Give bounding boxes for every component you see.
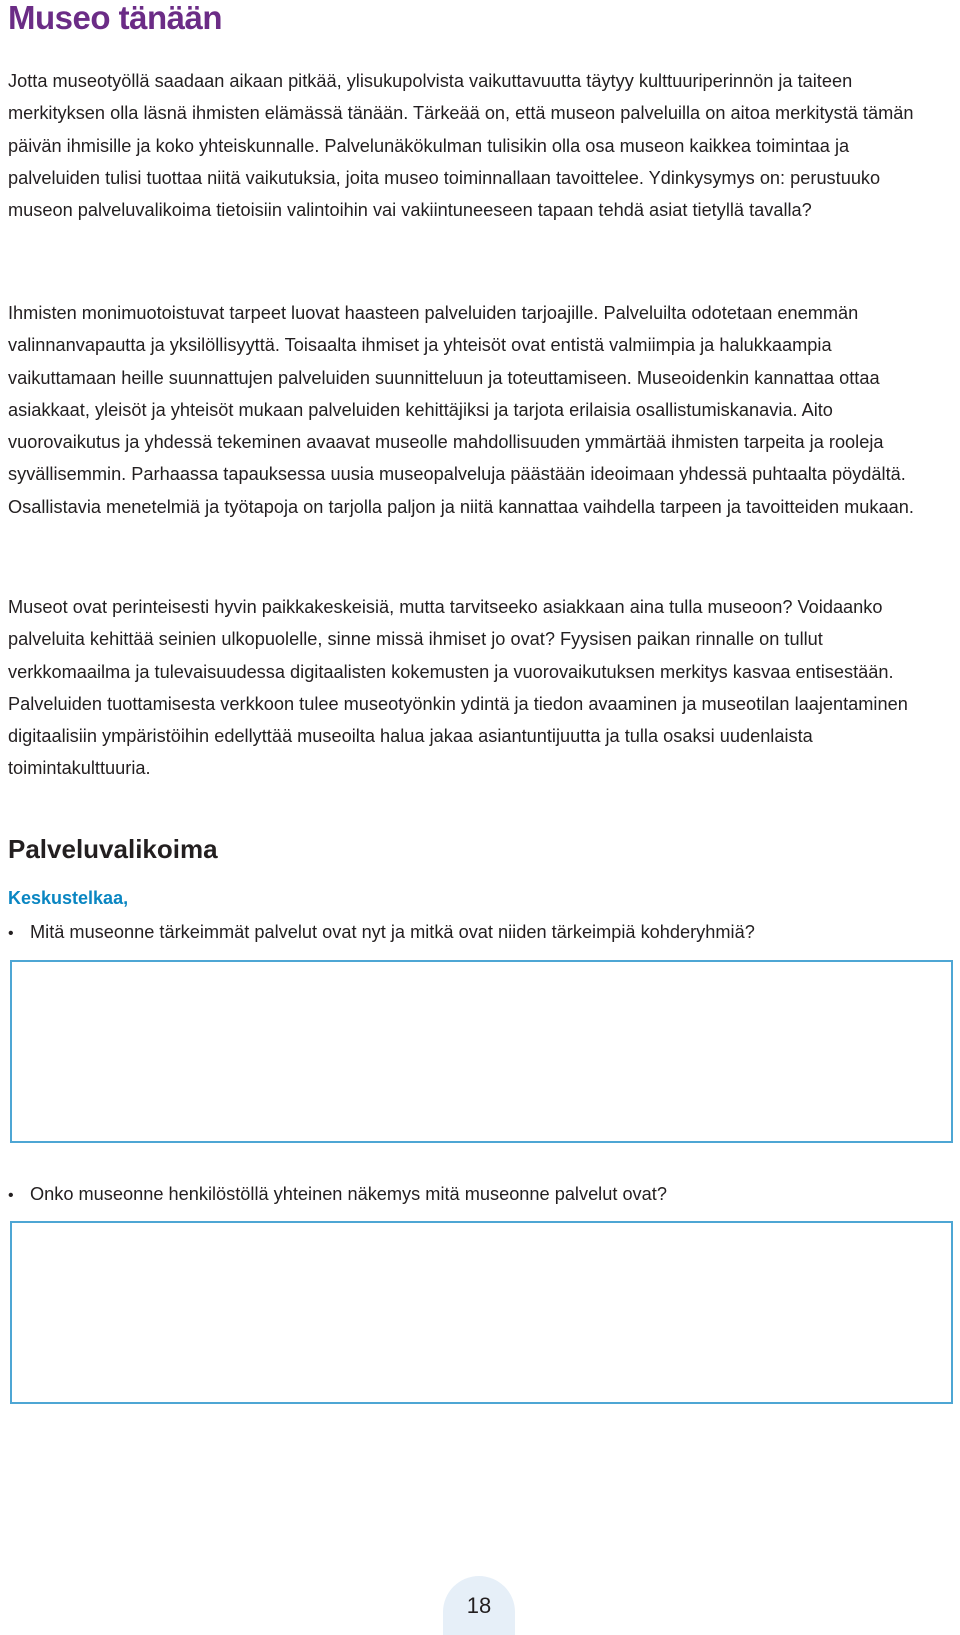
discuss-label: Keskustelkaa, — [8, 888, 129, 908]
answer-box[interactable] — [10, 1221, 953, 1404]
question-item — [8, 1181, 944, 1209]
question-item — [8, 919, 944, 947]
intro-paragraph: Jotta museotyöllä saadaan aikaan pitkää, ylisukupolvista vaikuttavuutta täytyy kulttuuriperinnön ja taiteen merkityksen olla läsnä ihmisten elämässä tänään. Tärkeää on, että museon palveluilla on aitoa merkitystä tämän päivän ihmisille ja koko yhteiskunnalle. Palvelunäkökulman tulisikin olla osa museon kaikkea toimintaa ja palveluiden tulisi tuottaa niitä vaikutuksia, joita museo toiminnallaan tavoittelee. Ydinkysymys on: perustuuko museon palveluvalikoima tietoisiin valintoihin vai vakiintuneeseen tapaan tehdä asiat tietyllä tavalla? — [8, 71, 914, 221]
place-paragraph: Museot ovat perinteisesti hyvin paikkakeskeisiä, mutta tarvitseeko asiakkaan aina tulla museoon? Voidaanko palveluita kehittää seinien ulkopuolelle, sinne missä ihmiset jo ovat? Fyysisen paikan rinnalle on tullut verkkomaailma ja tulevaisuudessa digitaalisten kokemusten ja vuorovaikutuksen merkitys kasvaa entisestään. Palveluiden tuottamisesta verkkoon tulee museotyönkin ydintä ja tiedon avaaminen ja museotilan laajentaminen digitaalisiin ympäristöihin edellyttää museoilta halua jakaa asiantuntijuutta ja tulla osaksi uudenlaista toimintakulttuuria. — [8, 597, 908, 779]
section-title: Palveluvalikoima — [8, 834, 218, 864]
question-text: Mitä museonne tärkeimmät palvelut ovat nyt ja mitkä ovat niiden tärkeimpiä kohderyhmiä? — [30, 922, 755, 942]
bullet-icon: • — [8, 1187, 14, 1204]
bullet-icon: • — [8, 925, 14, 942]
page-number: 18 — [443, 1576, 515, 1635]
page-title: Museo tänään — [8, 0, 223, 36]
services-paragraph: Ihmisten monimuotoistuvat tarpeet luovat haasteen palveluiden tarjoajille. Palveluilta odotetaan enemmän valinnanvapautta ja yksilöllisyyttä. Toisaalta ihmiset ja yhteisöt ovat entistä valmiimpia ja halukkaampia vaikuttamaan heille suunnattujen palveluiden suunnitteluun ja toteuttamiseen. Museoidenkin kannattaa ottaa asiakkaat, yleisöt ja yhteisöt mukaan palveluiden kehittäjiksi ja tarjota erilaisia osallistumiskanavia. Aito vuorovaikutus ja yhdessä tekeminen avaavat museolle mahdollisuuden ymmärtää ihmisten tarpeita ja rooleja syvällisemmin. Parhaassa tapauksessa uusia museopalveluja päästään ideoimaan yhdessä puhtaalta pöydältä. Osallistavia menetelmiä ja työtapoja on tarjolla paljon ja niitä kannattaa vaihdella tarpeen ja tavoitteiden mukaan. — [8, 303, 914, 517]
answer-box[interactable] — [10, 960, 953, 1143]
question-text: Onko museonne henkilöstöllä yhteinen näkemys mitä museonne palvelut ovat? — [30, 1184, 667, 1204]
